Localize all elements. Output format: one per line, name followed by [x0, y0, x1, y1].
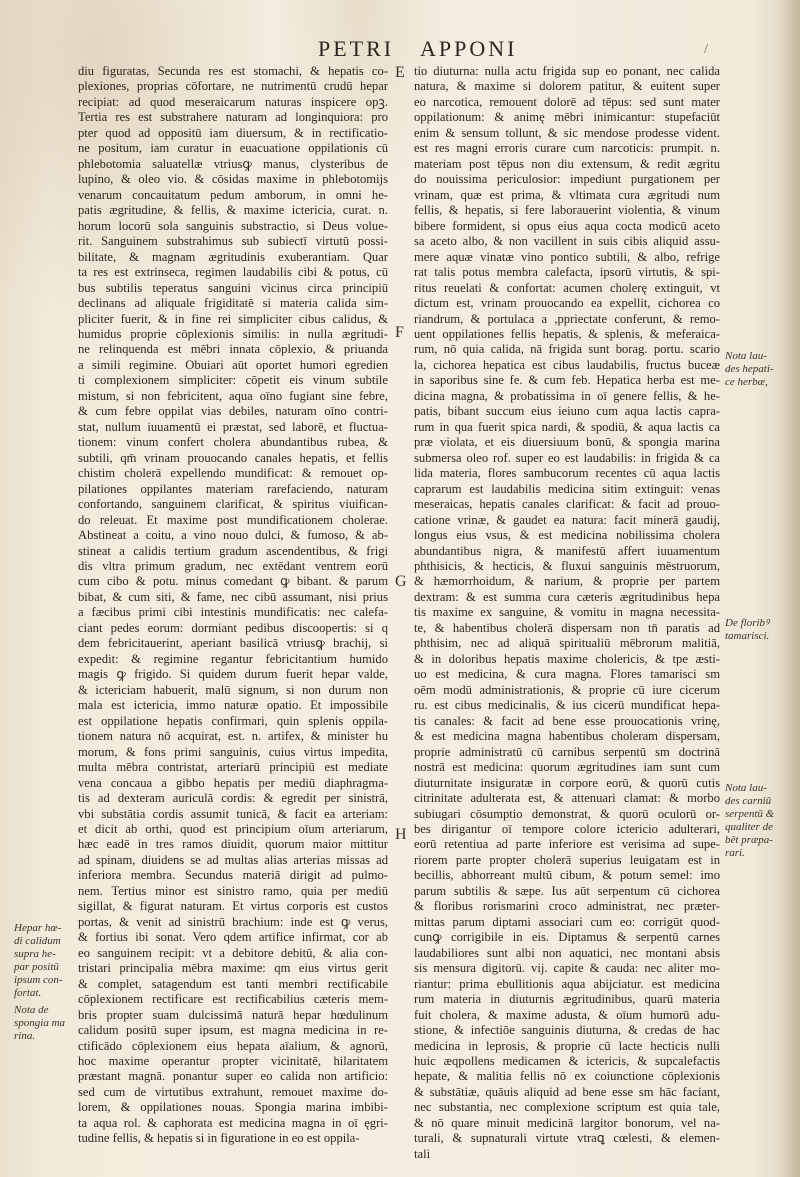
text-line: ne relinquenda est mēbri innata cōplexio, & priuanda [78, 342, 388, 357]
text-line: stat, nullum iuuamentū ei præstat, sed laborē, et fluctua- [78, 419, 388, 434]
text-line: bilitate, & magnam ægritudinis exuberantiam. Quar [78, 249, 388, 264]
text-line: abundantibus nigra, & manifestū affert iuuamentum [414, 543, 720, 558]
text-line: tionem natura nō acquirat, est. n. artifex, & minister hu [78, 729, 388, 744]
text-line: nostrā est medicina: quorum ægritudines iam sunt cum [414, 760, 720, 775]
text-line: do releuat. Et maxime post mundificationem cholerae. [78, 512, 388, 527]
margin-note-hepar: Hepar hœ- di calidum supra he- par positū ipsum con- fortat. [14, 922, 63, 999]
text-line: inferiora membra. Secundus materiā dirigit ad pulmo- [78, 868, 388, 883]
text-line: caprarum est laudabilis medicina sitim extinguit: venas [414, 481, 720, 496]
text-line: tis canales: & facit ad bene esse prouocationis vrinę, [414, 713, 720, 728]
text-line: rat talis potus membra calefacta, ipsorū virtutis, & spi- [414, 265, 720, 280]
text-line: eo narcotica, remouent dolorē ad tēpus: sed sunt mater [414, 94, 720, 109]
text-line: dictum est, vrinam prouocando ea expellit, cichorea co [414, 296, 720, 311]
text-line: portas, & venit ad sinistrū brachium: inde est ꝙ verus, [78, 914, 388, 929]
text-line: riandrum, & portulaca a ,ppriectate conferunt, & remo- [414, 311, 720, 326]
text-line: riorem parte propter cholerā superius leuigatam est in [414, 852, 720, 867]
text-line: est res magni erroris curare cum narcoticis: prumpit. n. [414, 141, 720, 156]
margin-note-spongia: Nota de spongia ma rina. [14, 1004, 66, 1042]
text-line: & hæmorrhoidum, & narium, & proprie per partem [414, 574, 720, 589]
header-word-petri: PETRI [318, 36, 395, 61]
gutter-letter-f: F [395, 324, 404, 341]
text-line: præstant magnā. ponantur super eo calida non artificio: [78, 1069, 388, 1084]
text-line: plexiones, proprias cōfortare, ne nutrimentū crudū hepar [78, 79, 388, 94]
text-line: turali, & supnaturali virtute vtraꝗ cœlesti, & elemen- [414, 1131, 720, 1146]
text-line: & nō quare minuit medicinā largitor bonorum, vel na- [414, 1115, 720, 1130]
text-line: diuturnitate insiguratæ in corpore eorū, & quorū cutis [414, 775, 720, 790]
text-line: oppilationum: & animę mēbri inimicantur: stupefaciūt [414, 110, 720, 125]
text-line: tristari principalia mēbra maxime: qm eius virtus gerit [78, 961, 388, 976]
page-edge-shadow [778, 0, 800, 1177]
text-line: catione vrinæ, & gaudet ea natura: facit minerā gaudij, [414, 512, 720, 527]
text-line: hoc maxime operantur propter vicinitatē, hilaritatem [78, 1054, 388, 1068]
text-line: uent oppilationes fellis hepatis, & splenis, & meferaica- [414, 326, 720, 341]
text-line: rit. Sanguinem substrahimus sub subiectī virtutū possi- [78, 234, 388, 249]
text-line: dis vltra primum gradum, nec extēdant ventrem eorū [78, 559, 388, 573]
text-line: rum materia in diuturnis ægritudinibus, quarū materia [414, 992, 720, 1007]
text-line: a fæcibus primi cibi intestinis mundificatis: nec calefa- [78, 605, 388, 620]
gutter-letter-e: E [395, 64, 405, 81]
text-line: sed cum de virtutibus extrahunt, remouet maxime do- [78, 1084, 388, 1099]
text-line: la, cichorea hepatica est cibus laudabilis, fructus buceæ [414, 357, 720, 372]
gutter-letter-h: H [395, 826, 407, 843]
text-line: ritus reuelati & confortat: acumen cholerę extinguit, vt [414, 280, 720, 295]
text-line: tionem: vinum confert cholera abundantibus rubea, & [78, 435, 388, 450]
text-line: tio diuturna: nulla actu frigida sup eo ponant, nec calida [414, 64, 720, 78]
text-line: lupino, & oleo vio. & cōsidas maxime in phlebotomijs [78, 172, 388, 187]
text-line: longus eius vsus, & est medicina nobilissima cholera [414, 528, 720, 543]
text-line: patis ægritudine, & fellis, & maxime ictericia, curat. n. [78, 203, 388, 218]
text-line: nem. Tertius minor est sinistro ramo, quia per mediū [78, 883, 388, 898]
text-line: & ictericiam habuerit, malū signum, si non durum non [78, 682, 388, 697]
right-column [414, 64, 720, 1161]
text-line: Tertia res est substrahere naturam ad longinquiora: pro [78, 110, 388, 125]
text-line: proprie administratū cū carnibus serpentū sm doctrinā [414, 744, 720, 759]
text-line: laudabiliores sunt albi non aquatici, nec montani absis [414, 945, 720, 960]
text-line: pliciter fuerit, & in fine rei simpliciter cibus calidus, & [78, 311, 388, 326]
text-line: natura, & maxime si dolorem patitur, & euitent super [414, 79, 720, 94]
left-column [78, 64, 388, 1149]
text-line: fuit cholera, & maxime adusta, & oīum humorū adu- [414, 1007, 720, 1022]
text-line: magis ꝙ frigido. Si quidem durum fuerit hepar valde, [78, 667, 388, 682]
text-line: & fortius ibi sonat. Vero qdem artifice infirmat, cor ab [78, 930, 388, 945]
margin-note-carnium: Nota lau- des carniū serpentū & qualiter de bēt præpa- rari. [725, 782, 775, 859]
text-line: recipiat: ad quod meseraicarum naturas inspicere opꝫ. [78, 94, 388, 109]
text-line: parum subtilis & sæpe. Ius aūt serpentum cū cichorea [414, 883, 720, 898]
text-line: rum, nō quia calida, nā frigida sunt borag. portu. scario [414, 342, 720, 357]
text-line: chistim cholerā expellendo mundificat: & remouet op- [78, 466, 388, 481]
text-line: dextram: & est summa cura cæteris ægritudinibus hepa [414, 589, 720, 604]
text-line: cōplexionem rectificare est rectificabilius cæteris mem- [78, 992, 388, 1007]
text-line: phlebotomia saluatellæ vtriusꝙ manus, clysteribus de [78, 156, 388, 171]
text-line: eorū retentiua ad parte inferiore est verisima ad supe- [414, 837, 720, 852]
gutter-letter-g: G [395, 573, 407, 590]
text-line: uo est medicina, & cura magna. Flores tamarisci sm [414, 667, 720, 682]
text-line: ru. est cibus medicinalis, & ius cicerū mundificat hepa- [414, 698, 720, 713]
text-line: stione, & infectiōe sanguinis diuturna, & credas de hac [414, 1023, 720, 1038]
text-line: declinans ad aliquale frigiditatē si materia calida sim- [78, 296, 388, 311]
text-line: dicina magna, & probatissima in oī genere fellis, & he- [414, 388, 720, 403]
text-line: phthisim, nec ad aliquā spiritualiū mēbrorum malitiā, [414, 636, 720, 651]
margin-note-tamarisci: De floribꝰ tamarisci. [725, 617, 770, 642]
text-line: in saporibus sine fe. & cum feb. Hepatica herba est me- [414, 373, 720, 388]
text-line: te, & habentibus cholerā dispersam non tn̄ paratis ad [414, 620, 720, 635]
text-line: & in doloribus hepatis maxime cholericis, & tpe æsti- [414, 651, 720, 666]
text-line: fellis, & hepatis, si fere laborauerint violentia, & vinum [414, 203, 720, 218]
text-line: et dicit ab orthi, quod est principium oīum arteriarum, [78, 821, 388, 836]
text-line: submersa oleo rof. super eo est laudabilis: in frigida & ca [414, 450, 720, 465]
text-line: mere aquæ vinatæ vino pontico subtili, & albo, refrige [414, 249, 720, 264]
text-line: phthisicis, & hecticis, & fluxui sanguinis mēstruorum, [414, 559, 720, 573]
text-line: & cum febre oppilat vias debiles, naturam oīno contri- [78, 404, 388, 419]
text-line: bes dirigantur oī tempore colore ictericio adulterari, [414, 821, 720, 836]
text-line: mistum, si non febricitent, aqua oīno fugiant sine febre, [78, 388, 388, 403]
text-line: tis maxime ex sanguine, & vomitu in magna necessita- [414, 605, 720, 620]
text-line: eo sanguinem recipit: vt a debitore debitū, & alia con- [78, 945, 388, 960]
text-line: oēm modū administrationis, & proprie cū iure cicerum [414, 682, 720, 697]
text-line: medicina in leprosis, & proprie cū lacte hecticis nulli [414, 1038, 720, 1053]
text-line: a simili regimine. Obuiari aūt oportet humori egredien [78, 357, 388, 372]
running-header [0, 30, 800, 64]
text-line: calidum positū super ipsum, est magna medicina in re- [78, 1023, 388, 1038]
text-line: venarum concauitatum pedum amborum, in omni he- [78, 187, 388, 202]
text-line: meseraicas, hepatis canales clarificat: & facit ad prouo- [414, 497, 720, 512]
text-line: expedit: & regimine regantur febricitantium humido [78, 651, 388, 666]
text-line: humidus proprie cōplexionis similis: in nulla ægritudi- [78, 326, 388, 341]
text-line: cum cibo & potu. minus comedant ꝙ bibant. & parum [78, 574, 388, 589]
text-line: subiugari cōsumptio demonstrat, & quorū oculorū or- [414, 806, 720, 821]
text-line: bibat, & cum siti, & fame, nec cibū assumant, nisi prius [78, 589, 388, 604]
text-line: tis ad dexteram auriculā cordis: & egredit per sinistrā, [78, 791, 388, 806]
text-line: & substātiæ, quāuis aliquid ad bene esse sm hāc faciant, [414, 1084, 720, 1099]
text-line: lorem, & oppilationes nouas. Spongia marina imbibi- [78, 1100, 388, 1115]
text-line: pter quod ad oppositū iam diuersum, & in rectificatio- [78, 125, 388, 140]
text-line: huic æqpollens medicamen & ictericis, & supcalefactis [414, 1054, 720, 1068]
text-line: hepate, & malitia fellis nō ex coiunctione cōplexionis [414, 1069, 720, 1084]
text-line: cunꝙ corrigibile in eis. Diptamus & serpentū carnes [414, 930, 720, 945]
text-line: præ violata, et eis diuersiuum bonū, & spongia marina [414, 435, 720, 450]
text-line: ciant pedes eorum: dormiant pedibus discoopertis: si q [78, 620, 388, 635]
text-line: ta res est extrinseca, regimen laudabilis cibi & potus, cū [78, 265, 388, 280]
text-line: lida materia, flores sambucorum recentes cū aqua lactis [414, 466, 720, 481]
text-line: citrinitate adulterata est, & attenuari clamat: & morbo [414, 791, 720, 806]
text-line: patis, bibant succum eius ieiuno cum aqua lactis capra- [414, 404, 720, 419]
text-line: riantur: prima ebullitionis aqua abijciatur. est medicina [414, 976, 720, 991]
text-line: sis mensura digitorū. vij. capite & cauda: nec aliter mo- [414, 961, 720, 976]
text-line: vrinam, quæ est prima, & vltimata cura ægritudi num [414, 187, 720, 202]
text-line: bibere formident, si opus eius aqua cocta modicū aceto [414, 218, 720, 233]
text-line: bris propter suam dulcissimā naturā hepar hœdulinum [78, 1007, 388, 1022]
text-line: vbi substātia cordis assumit tunicā, & facit ea arteriam: [78, 806, 388, 821]
text-line: ad spinam, diuidens se ad multas alias arterias missas ad [78, 852, 388, 867]
text-line: materiam post tēpus non diu extensum, & redit ægritu [414, 156, 720, 171]
text-line: tudine fellis, & hepatis si in figuratione in eo est oppila- [78, 1131, 360, 1146]
text-line: tali [414, 1146, 431, 1161]
text-line: sa aceto albo, & non vacillent in suis cibis aliquid assu- [414, 234, 720, 249]
text-line: horum locorū sola sanguinis substractio, si Deus volue- [78, 218, 388, 233]
header-mark: / [704, 42, 711, 57]
text-line: enim & sensum tollunt, & sic mendose prodesse vident. [414, 125, 720, 140]
text-line: Abstineat a coitu, a vino nouo dulci, & fumoso, & ab- [78, 528, 388, 543]
text-line: subtili, qm̄ vrinam prouocando canales hepatis, et fellis [78, 450, 388, 465]
text-line: mala est ictericia, immo naturæ opatio. Et impossibile [78, 698, 388, 713]
text-line: confortando, sanguinem clarificat, & spiritus viuifican- [78, 497, 388, 512]
text-line: diu figuratas, Secunda res est stomachi, & hepatis co- [78, 64, 388, 78]
text-line: & complet, satagendum est tanti membri rectificabile [78, 976, 388, 991]
header-word-apponi: APPONI [420, 36, 518, 61]
text-line: mittas parum diptami associari cum eo: corrigūt quod- [414, 914, 720, 929]
text-line: ti complexionem simpliciter: cōpetit eis vinum subtile [78, 373, 388, 388]
text-line: sigillat, & figurat naturam. Et virtus corporis est custos [78, 899, 388, 914]
text-line: hæc eadē in tres ramos diuidit, quorum maior mittitur [78, 837, 388, 852]
text-line: becillis, abhorreant multū cibum, & potum semel: imo [414, 868, 720, 883]
text-line: ta aqua rol. & caphorata est medicina magna in oī ęgri- [78, 1115, 388, 1130]
text-line: & est medicina magna habentibus choleram dispersam, [414, 729, 720, 744]
text-line: rum in qua fuerit spica nardi, & spodiū, & aqua lactis ca [414, 419, 720, 434]
text-line: & floribus rorismarini croco administrat, nec præter- [414, 899, 720, 914]
margin-note-hepatica: Nota lau- des hepati- ce herbæ, [725, 350, 774, 388]
text-line: vena concaua a gibbo hepatis per mediū diaphragma- [78, 775, 388, 790]
text-line: multa mēbra contristat, arteriarū principiū est mediate [78, 760, 388, 775]
text-line: dem febricitauerint, aperiant basilicā vtriusꝙ brachij, si [78, 636, 388, 651]
text-line: ne positum, iam curatur in euacuatione oppilationis cū [78, 141, 388, 156]
text-line: pilationes oppilantes materiam rarefaciendo, naturam [78, 481, 388, 496]
text-line: bus subtilis teperatus sanguini vicinus circa principiū [78, 280, 388, 295]
text-line: est oppilatione hepatis confirmari, quin splenis oppila- [78, 713, 388, 728]
text-line: do nouissima periculosior: impediunt purgationem per [414, 172, 720, 187]
text-line: morum, & fons primi sanguinis, cuius virtus impedita, [78, 744, 388, 759]
text-line: ctificādo cōplexionem eius hepata aīalium, & agnorū, [78, 1038, 388, 1053]
text-line: stineat a calidis tertium gradum ascendentibus, & frigi [78, 543, 388, 558]
text-line: nec substantia, nec complexione scriptum est quia tale, [414, 1100, 720, 1115]
